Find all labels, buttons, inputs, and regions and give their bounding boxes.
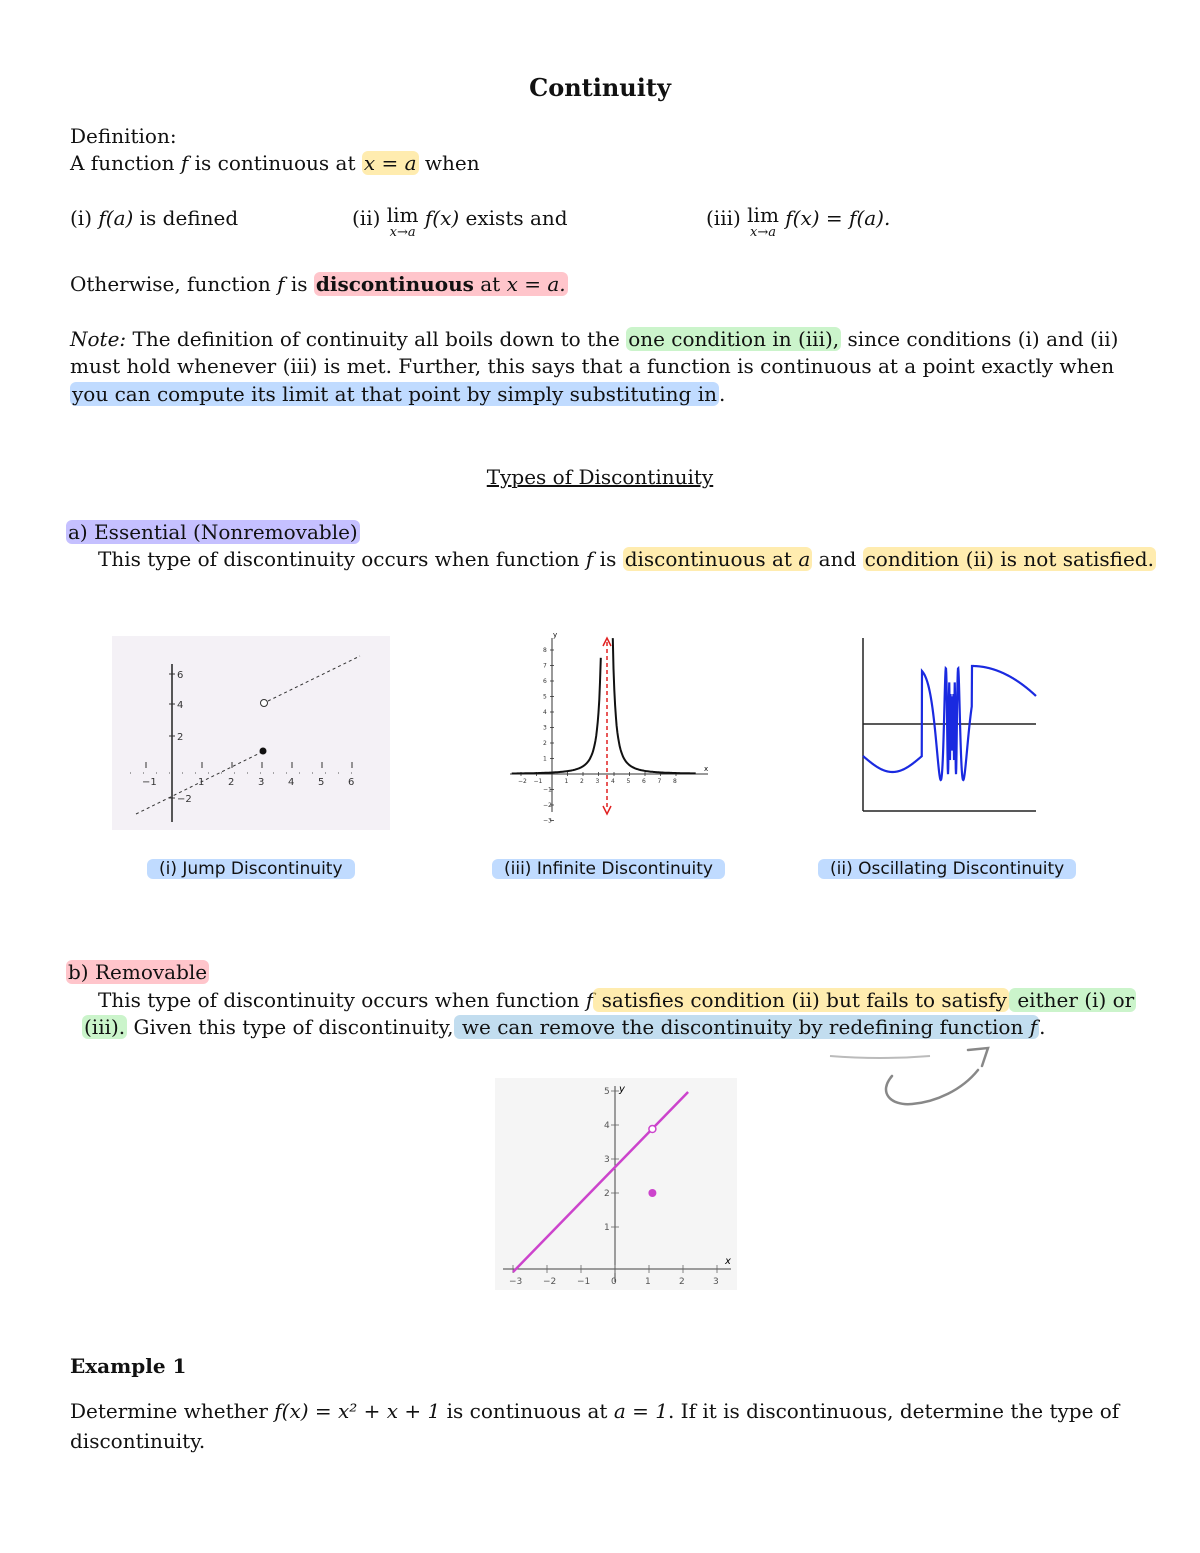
essential-heading: a) Essential (Nonremovable) [68,520,358,544]
y-tick-label: −2 [543,802,552,809]
y-tick-label: 5 [604,1087,610,1097]
note-line-1: Note: The definition of continuity all boils down to the one condition in (iii), since conditions (i) and (ii) [70,327,1119,351]
oscillating-discontinuity-graph [860,636,1040,816]
graph-background [495,1078,737,1290]
satisfies-condition-highlight: satisfies condition (ii) but fails to satisfy [595,988,1007,1012]
infinite-caption: (iii) Infinite Discontinuity [492,854,725,884]
x-tick-label: −1 [533,778,543,785]
x-axis-label: x [704,765,709,773]
y-tick-label: 7 [543,662,547,670]
y-tick-label: 8 [543,647,547,654]
x-tick-label: 2 [580,778,584,785]
y-tick-label: −1 [543,786,552,794]
redefined-point [648,1189,656,1197]
types-heading: Types of Discontinuity [486,465,714,489]
x-tick-label: 7 [657,778,662,785]
definition-line: A function f is continuous at x = a when [70,151,480,175]
note-line-3: you can compute its limit at that point by simply substituting in . [72,382,726,406]
substitution-highlight: you can compute its limit at that point by simply substituting in [72,382,717,406]
note-line-2: must hold whenever (iii) is met. Further, this says that a function is continuous at a point exactly when [70,354,1115,378]
graph-background [112,636,390,830]
infinite-discontinuity-graph [506,630,712,825]
y-tick-label: 1 [543,755,547,763]
x-tick-label: 6 [642,778,646,785]
y-tick-label: 2 [604,1189,610,1199]
x-axis-label: x [725,1256,731,1267]
y-axis-label: y [619,1084,625,1095]
y-tick-label: 4 [177,700,184,711]
left-branch [512,658,601,774]
oscillating-curve [863,666,1036,780]
example-line-2: discontinuity. [70,1429,206,1453]
x-tick-label: 5 [626,778,631,785]
removable-line-1: This type of discontinuity occurs when function f satisfies condition (ii) but fails to satisfy either (i) or [98,988,1135,1012]
x-tick-label: 3 [595,778,600,785]
handwritten-arrow-annotation [820,1040,1000,1112]
y-tick-label: 1 [604,1223,610,1233]
otherwise-line: Otherwise, function f is discontinuous at x = a. [70,272,566,296]
y-tick-label: 6 [177,670,184,681]
x-tick-label: 0 [611,1277,617,1287]
definition-heading: Definition: [70,124,177,148]
x-tick-label: 2 [679,1277,685,1287]
x-tick-label: −1 [577,1277,591,1287]
condition-i: (i) f(a) is defined [70,206,239,230]
closed-endpoint [260,748,267,755]
y-tick-label: 3 [604,1155,610,1165]
y-tick-label: −3 [543,817,552,825]
right-branch [613,638,696,773]
example-line-1: Determine whether f(x) = x² + x + 1 is continuous at a = 1. If it is discontinuous, determine the type of [70,1399,1120,1423]
removed-point-hole [649,1126,656,1133]
y-tick-label: 4 [543,709,547,716]
condition-iii: (iii) lim x→a f(x) = f(a). [706,203,891,240]
removable-discontinuity-graph [495,1078,737,1290]
x-tick-label: −1 [142,777,157,788]
x-tick-label: −2 [518,778,527,785]
hand-arrowhead [968,1048,988,1066]
x-tick-label: 1 [198,777,205,788]
discontinuous-at-a-highlight: discontinuous at a [624,547,811,571]
condition-ii-highlight: condition (ii) is not satisfied. [864,547,1154,571]
hand-curve [886,1070,978,1104]
removable-heading: b) Removable [68,960,208,984]
y-tick-label: 6 [543,678,547,685]
condition-ii: (ii) lim x→a f(x) exists and [352,203,568,240]
x-tick-label: 2 [228,777,235,788]
x-tick-label: 6 [348,777,355,788]
iii-highlight: (iii). [84,1015,126,1039]
removable-line-2: (iii). Given this type of discontinuity, we can remove the discontinuity by redefining function f . [84,1015,1046,1039]
jump-discontinuity-graph [112,636,390,830]
x-tick-label: 1 [564,778,569,785]
redefine-highlight: we can remove the discontinuity by redefining function f [455,1015,1038,1039]
y-tick-label: 3 [543,724,547,732]
x-tick-label: 3 [258,777,265,788]
x-tick-label: 4 [288,777,295,788]
discontinuous-highlight: discontinuous at x = a. [315,272,566,296]
condition-iii-highlight: one condition in (iii), [628,327,840,351]
x-tick-label: 8 [673,778,677,785]
x-tick-label: −3 [509,1277,523,1287]
y-tick-label: −2 [177,794,192,805]
x-tick-label: −2 [543,1277,557,1287]
y-tick-label: 2 [543,740,547,747]
essential-description: This type of discontinuity occurs when function f is discontinuous at a and condition (ii) is not satisfied. [98,547,1154,571]
x-equals-a-highlight: x = a [363,151,417,175]
y-axis-label: y [553,631,558,639]
y-tick-label: 2 [177,732,184,743]
oscillating-caption: (ii) Oscillating Discontinuity [818,854,1076,884]
open-endpoint [261,700,268,707]
x-tick-label: 4 [611,778,615,785]
jump-caption: (i) Jump Discontinuity [147,854,355,884]
y-tick-label: 5 [543,693,547,701]
y-tick-label: 4 [604,1121,610,1131]
x-tick-label: 3 [713,1277,719,1287]
hand-underline [830,1056,930,1058]
example-heading: Example 1 [70,1354,187,1378]
page-title: Continuity [529,73,671,102]
either-highlight: either (i) or [1010,988,1135,1012]
x-tick-label: 1 [645,1277,651,1287]
x-tick-label: 5 [318,777,325,788]
